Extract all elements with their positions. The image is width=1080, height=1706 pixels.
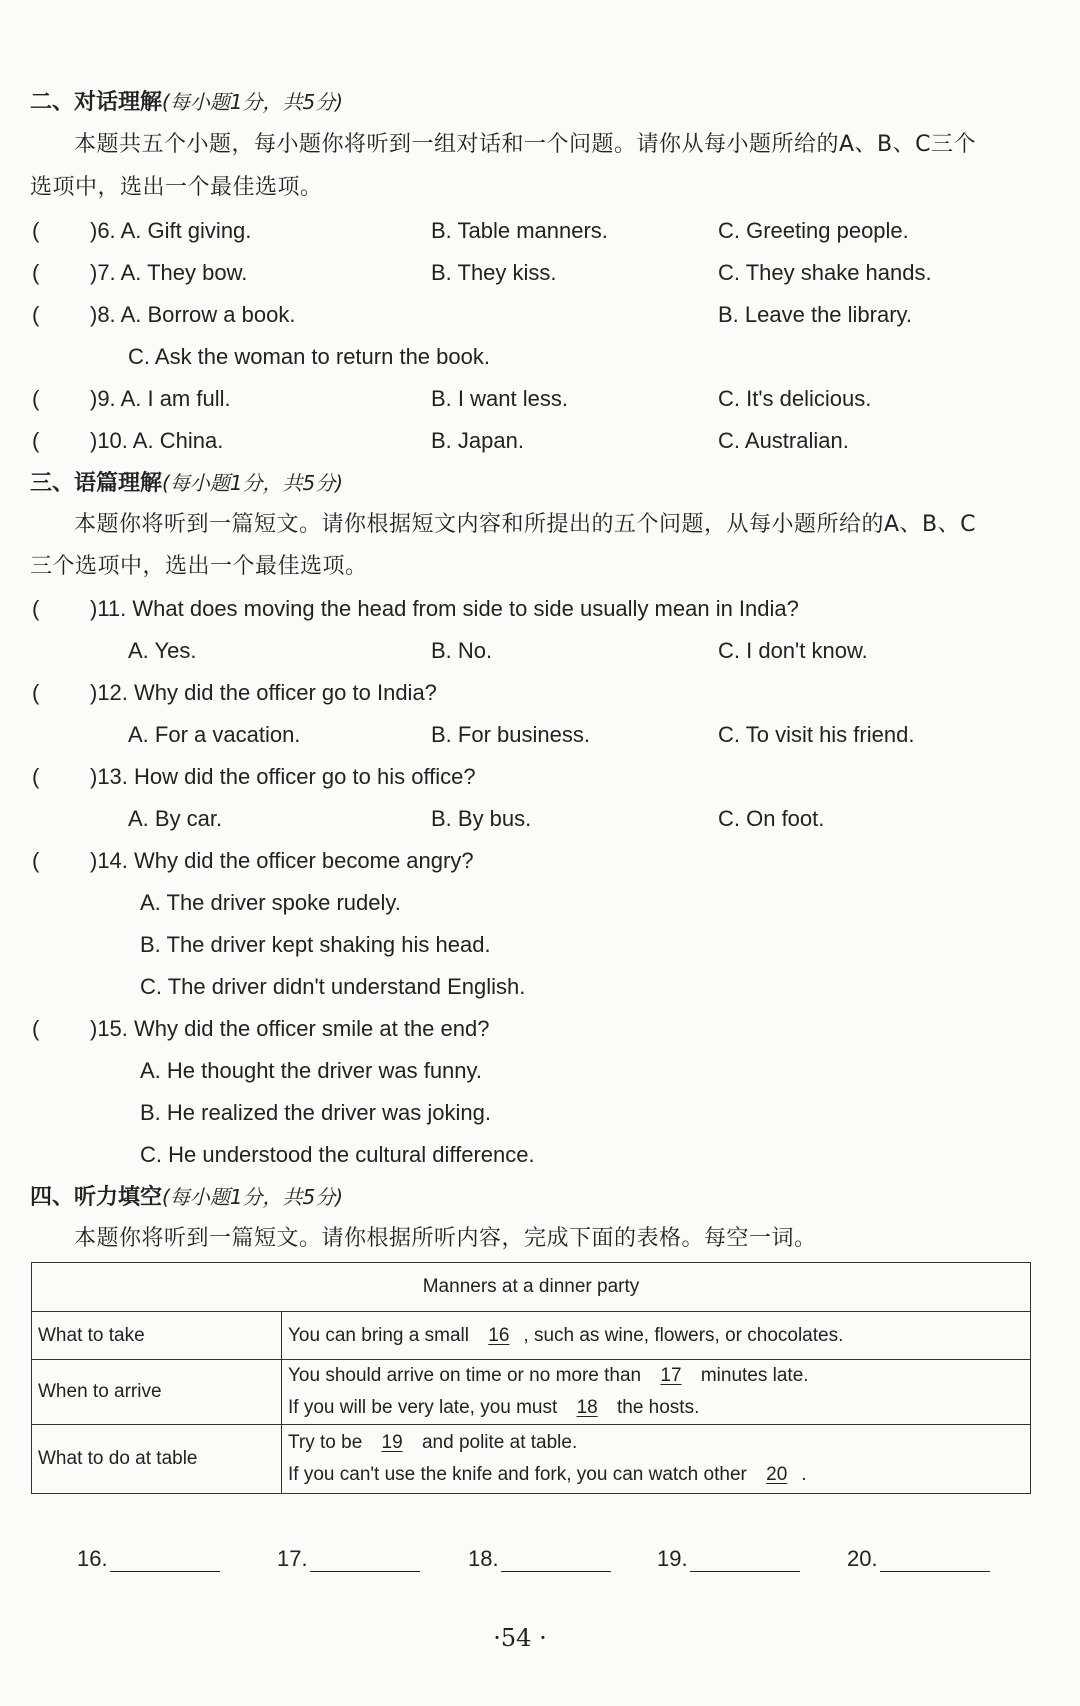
answer-paren[interactable]: (	[32, 260, 40, 285]
row-content-what-to-take	[282, 1312, 1031, 1360]
section-4-title: 四、听力填空	[30, 1185, 163, 1210]
q9-option-c: C. It's delicious.	[718, 386, 872, 411]
answer-label: 18.	[468, 1546, 499, 1571]
q13-text: )13. How did the officer go to his office?	[90, 764, 476, 789]
q12-option-c: C. To visit his friend.	[718, 722, 915, 747]
q15-option-c: C. He understood the cultural difference.	[140, 1142, 535, 1167]
answer-20[interactable]	[847, 1546, 990, 1572]
q7-option-b: B. They kiss.	[431, 260, 557, 285]
q9-option-a: )9. A. I am full.	[90, 386, 231, 411]
answer-paren[interactable]: (	[32, 596, 40, 621]
q6-option-a: )6. A. Gift giving.	[90, 218, 252, 243]
section-2-points: (每小题1分，共5分)	[162, 90, 344, 114]
q11-option-a: A. Yes.	[128, 638, 197, 663]
table-text: .	[801, 1464, 807, 1485]
answer-line[interactable]	[501, 1549, 611, 1572]
q6-option-c: C. Greeting people.	[718, 218, 909, 243]
table-text: Try to be	[288, 1432, 363, 1453]
section-3-intro-line-2: 三个选项中，选出一个最佳选项。	[30, 554, 368, 579]
section-3-title: 三、语篇理解	[30, 471, 163, 496]
q7-option-c: C. They shake hands.	[718, 260, 932, 285]
dinner-manners-table	[31, 1262, 1031, 1494]
answer-line[interactable]	[310, 1549, 420, 1572]
answer-label: 17.	[277, 1546, 308, 1571]
answer-paren[interactable]: (	[32, 1016, 40, 1041]
section-2-heading	[30, 88, 343, 117]
section-2-title: 二、对话理解	[30, 90, 163, 115]
table-text: the hosts.	[616, 1397, 700, 1418]
row-label-when-to-arrive: When to arrive	[32, 1360, 282, 1425]
answer-line[interactable]	[110, 1549, 220, 1572]
table-text: You should arrive on time or no more than	[288, 1365, 642, 1386]
answer-line[interactable]	[880, 1549, 990, 1572]
answer-label: 19.	[657, 1546, 688, 1571]
section-4-points: (每小题1分，共5分)	[162, 1185, 344, 1209]
q15-option-a: A. He thought the driver was funny.	[140, 1058, 482, 1083]
section-3-heading	[30, 469, 343, 498]
answer-paren[interactable]: (	[32, 218, 40, 243]
row-content-what-to-do-at-table	[282, 1425, 1031, 1494]
q15-option-b: B. He realized the driver was joking.	[140, 1100, 491, 1125]
section-3-intro-line-1: 本题你将听到一篇短文。请你根据短文内容和所提出的五个问题，从每小题所给的A、B、C	[74, 512, 977, 537]
section-4-heading	[30, 1183, 343, 1212]
q15-text: )15. Why did the officer smile at the end?	[90, 1016, 490, 1041]
answer-label: 16.	[77, 1546, 108, 1571]
answer-paren[interactable]: (	[32, 680, 40, 705]
table-text: If you can't use the knife and fork, you can watch other	[288, 1464, 747, 1485]
q10-option-c: C. Australian.	[718, 428, 849, 453]
answer-17[interactable]	[277, 1546, 420, 1572]
section-2-intro-line-1: 本题共五个小题，每小题你将听到一组对话和一个问题。请你从每小题所给的A、B、C三个	[74, 132, 977, 157]
q12-text: )12. Why did the officer go to India?	[90, 680, 437, 705]
page-number: ·54 ·	[493, 1624, 547, 1652]
table-text: minutes late.	[700, 1365, 809, 1386]
q9-option-b: B. I want less.	[431, 386, 568, 411]
q8-option-a: )8. A. Borrow a book.	[90, 302, 296, 327]
q13-option-b: B. By bus.	[431, 806, 532, 831]
answer-paren[interactable]: (	[32, 848, 40, 873]
q12-option-a: A. For a vacation.	[128, 722, 301, 747]
blank-18: 18	[576, 1397, 598, 1418]
q7-option-a: )7. A. They bow.	[90, 260, 248, 285]
q10-option-a: )10. A. China.	[90, 428, 224, 453]
q11-text: )11. What does moving the head from side to side usually mean in India?	[90, 596, 799, 621]
q14-option-b: B. The driver kept shaking his head.	[140, 932, 491, 957]
table-header: Manners at a dinner party	[32, 1263, 1031, 1312]
blank-17: 17	[660, 1365, 682, 1386]
q11-option-c: C. I don't know.	[718, 638, 868, 663]
answer-line[interactable]	[690, 1549, 800, 1572]
table-text: If you will be very late, you must	[288, 1397, 558, 1418]
q8-option-b: B. Leave the library.	[718, 302, 913, 327]
table-text: , such as wine, flowers, or chocolates.	[523, 1324, 844, 1346]
answer-16[interactable]	[77, 1546, 220, 1572]
answer-paren[interactable]: (	[32, 386, 40, 411]
q6-option-b: B. Table manners.	[431, 218, 608, 243]
answer-18[interactable]	[468, 1546, 611, 1572]
answer-paren[interactable]: (	[32, 764, 40, 789]
q12-option-b: B. For business.	[431, 722, 590, 747]
q8-option-c: C. Ask the woman to return the book.	[128, 344, 490, 369]
answer-19[interactable]	[657, 1546, 800, 1572]
q14-option-a: A. The driver spoke rudely.	[140, 890, 401, 915]
q10-option-b: B. Japan.	[431, 428, 524, 453]
q14-text: )14. Why did the officer become angry?	[90, 848, 474, 873]
table-text: and polite at table.	[421, 1432, 578, 1453]
section-2-intro-line-2: 选项中，选出一个最佳选项。	[30, 175, 323, 200]
answer-label: 20.	[847, 1546, 878, 1571]
answer-paren[interactable]: (	[32, 428, 40, 453]
answer-paren[interactable]: (	[32, 302, 40, 327]
section-4-intro: 本题你将听到一篇短文。请你根据所听内容，完成下面的表格。每空一词。	[74, 1226, 817, 1251]
q14-option-c: C. The driver didn't understand English.	[140, 974, 526, 999]
q13-option-c: C. On foot.	[718, 806, 825, 831]
blank-19: 19	[381, 1432, 403, 1453]
blank-16: 16	[488, 1324, 510, 1346]
table-text: You can bring a small	[288, 1324, 469, 1346]
blank-20: 20	[766, 1464, 788, 1485]
q13-option-a: A. By car.	[128, 806, 223, 831]
row-label-what-to-do-at-table: What to do at table	[32, 1425, 282, 1494]
section-3-points: (每小题1分，共5分)	[162, 471, 344, 495]
q11-option-b: B. No.	[431, 638, 493, 663]
row-label-what-to-take: What to take	[32, 1312, 282, 1360]
row-content-when-to-arrive	[282, 1360, 1031, 1425]
